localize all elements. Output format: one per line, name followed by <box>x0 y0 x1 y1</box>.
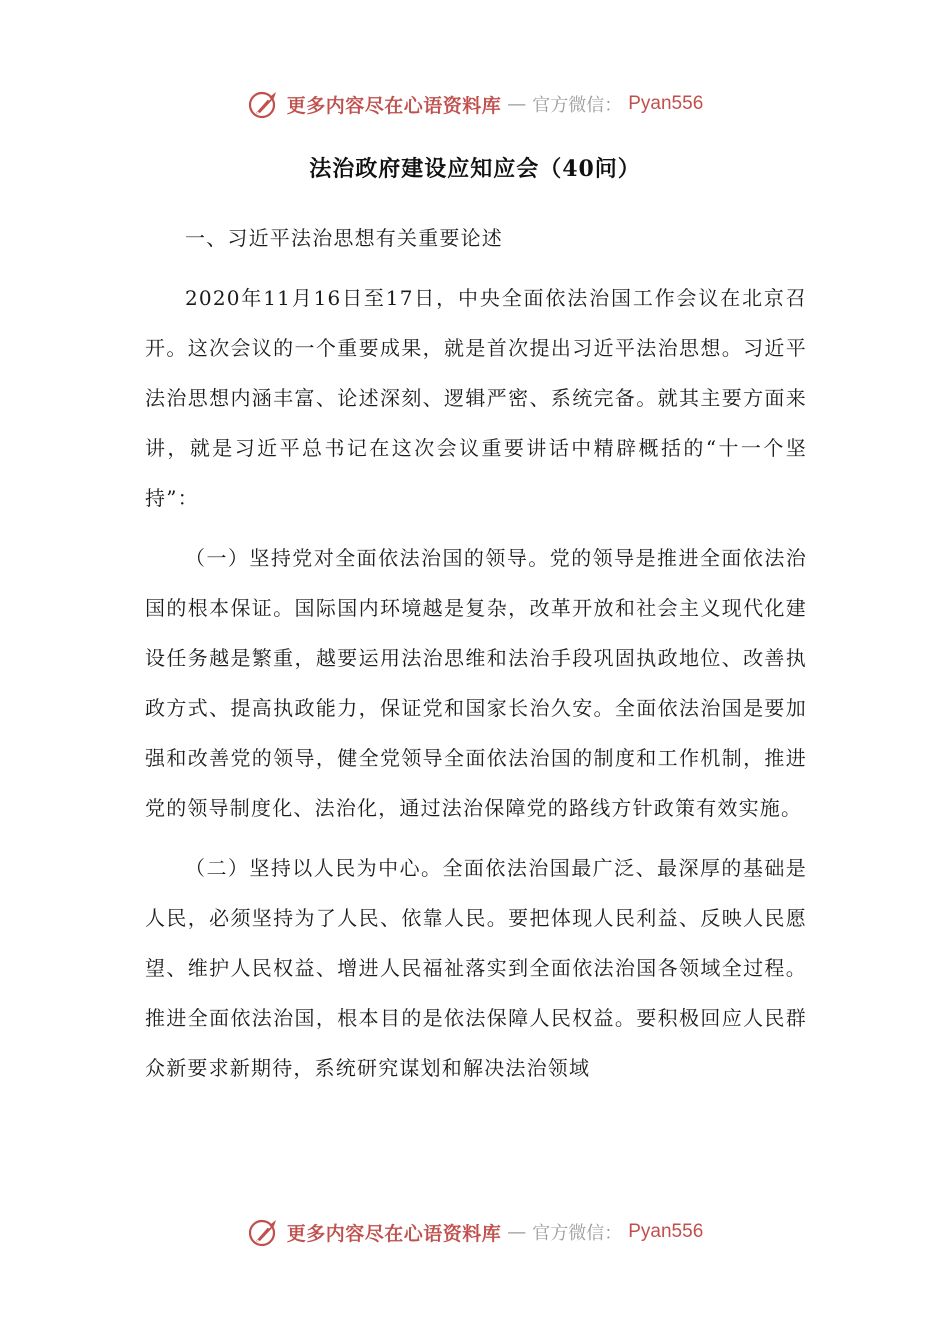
banner-brand-text: 更多内容尽在心语资料库 <box>286 1222 502 1245</box>
banner-dash: — <box>507 93 527 115</box>
body-paragraph: （一）坚持党对全面依法治国的领导。党的领导是推进全面依法治国的根本保证。国际国内环境越是复杂，改革开放和社会主义现代化建设任务越是繁重，越要运用法治思维和法治手段巩固执政地位、改善执政方式、提高执政能力，保证党和国家长治久安。全面依法治国是要加强和改善党的领导，健全党领导全面依法治国的制度和工作机制，推进党的领导制度化、法治化，通过法治保障党的路线方针政策有效实施。 <box>145 546 807 820</box>
banner-dash: — <box>507 1221 527 1243</box>
banner-wechat-id: Pyan556 <box>628 1221 704 1242</box>
document-body <box>145 213 807 1103</box>
section-heading: 一、习近平法治思想有关重要论述 <box>185 226 503 250</box>
body-paragraph: （二）坚持以人民为中心。全面依法治国最广泛、最深厚的基础是人民，必须坚持为了人民、依靠人民。要把体现人民利益、反映人民愿望、维护人民权益、增进人民福祉落实到全面依法治国各领域全过程。推进全面依法治国，根本目的是依法保障人民权益。要积极回应人民群众新要求新期待，系统研究谋划和解决法治领域 <box>145 856 807 1080</box>
pen-logo-icon <box>247 1215 281 1249</box>
body-paragraph: 2020年11月16日至17日，中央全面依法治国工作会议在北京召开。这次会议的一个重要成果，就是首次提出习近平法治思想。习近平法治思想内涵丰富、论述深刻、逻辑严密、系统完备。就其主要方面来讲，就是习近平总书记在这次会议重要讲话中精辟概括的“十一个坚持”： <box>145 286 807 510</box>
banner-official-label: 官方微信： <box>532 1223 623 1244</box>
header-banner <box>0 84 950 124</box>
banner-brand-text: 更多内容尽在心语资料库 <box>286 94 502 117</box>
pen-logo-icon <box>247 87 281 121</box>
banner-wechat-id: Pyan556 <box>628 93 704 114</box>
footer-banner <box>0 1212 950 1252</box>
banner-official-label: 官方微信： <box>532 95 623 116</box>
document-title: 法治政府建设应知应会（40问） <box>309 156 641 182</box>
